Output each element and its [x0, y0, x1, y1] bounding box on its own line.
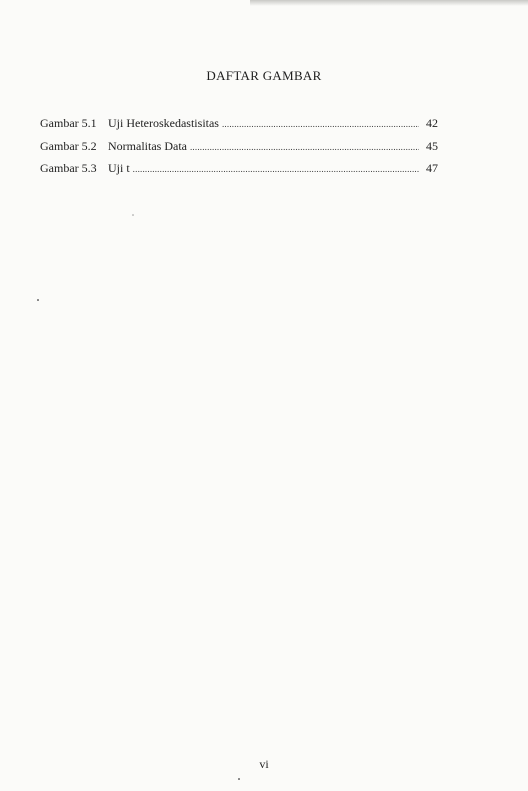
scan-speck [132, 214, 134, 216]
figure-entry [108, 139, 419, 154]
figure-label: Gambar 5.3 [40, 161, 97, 175]
figure-label: Gambar 5.1 [40, 116, 97, 130]
figure-title: Uji Heteroskedastisitas [108, 116, 219, 130]
scan-speck [37, 299, 39, 301]
figure-title: Uji t [108, 161, 130, 175]
dot-leader [190, 142, 419, 152]
scan-speck [238, 778, 240, 780]
list-item [40, 139, 438, 162]
figure-title: Normalitas Data [108, 138, 187, 153]
dot-leader [133, 164, 419, 174]
scan-shadow [250, 0, 528, 6]
figure-page: 45 [426, 138, 438, 153]
list-item [40, 116, 438, 139]
figure-entry [108, 161, 419, 176]
page-title: DAFTAR GAMBAR [206, 68, 322, 83]
figure-list [40, 116, 438, 184]
figure-page: 47 [426, 161, 438, 175]
page-number: vi [259, 757, 269, 771]
figure-entry [108, 116, 419, 131]
figure-label: Gambar 5.2 [40, 138, 97, 153]
list-item [40, 161, 438, 184]
figure-page: 42 [426, 116, 438, 130]
dot-leader [222, 119, 419, 129]
